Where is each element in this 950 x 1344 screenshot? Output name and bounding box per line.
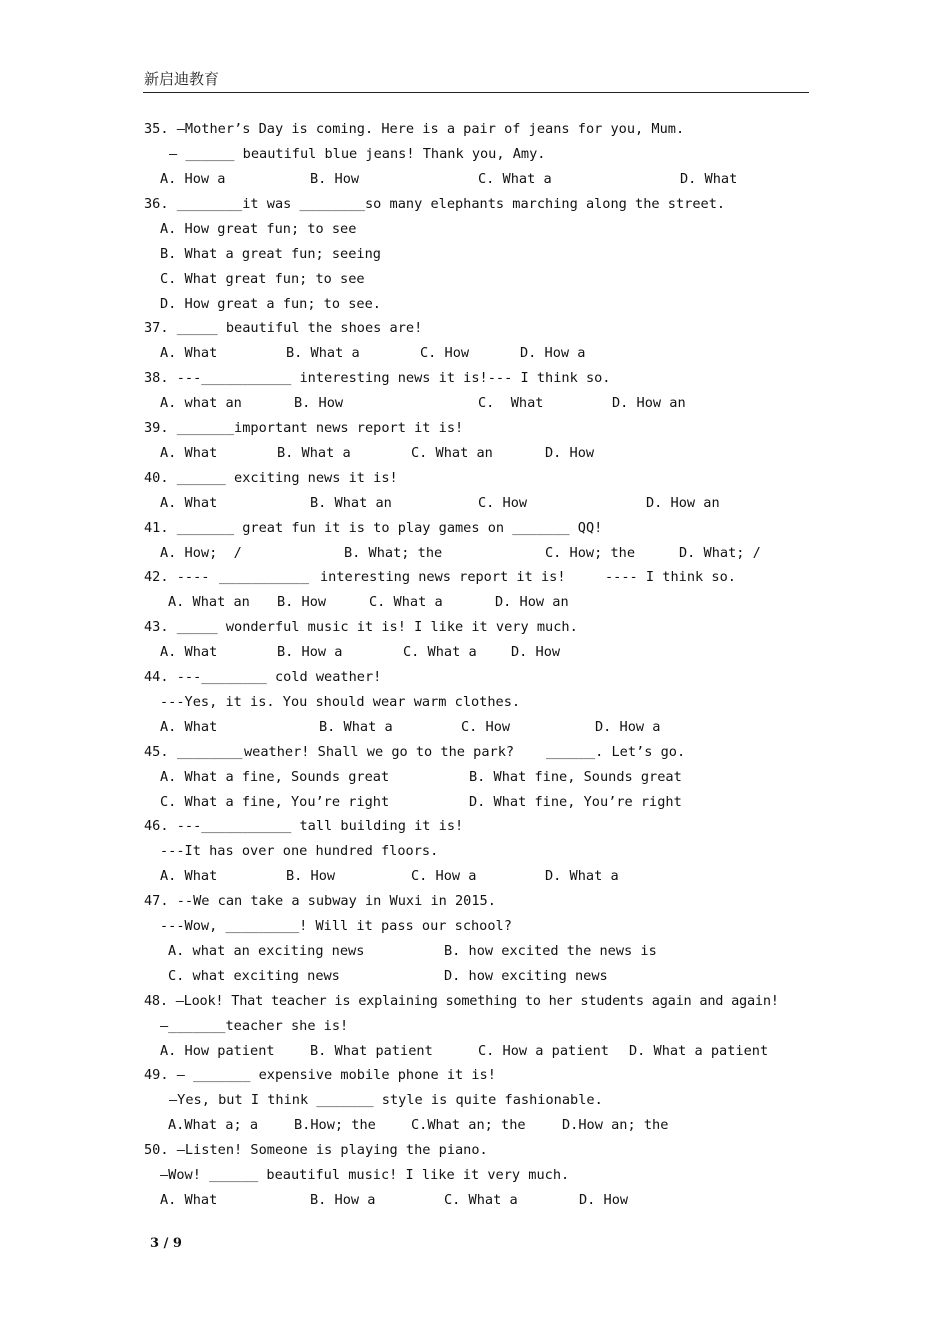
option: C.What an; the <box>411 1117 526 1133</box>
question-reply: ______. Let’s go. <box>546 744 686 760</box>
option: D.How an; the <box>562 1117 669 1133</box>
option: D. How a <box>520 345 586 361</box>
option: B. How <box>310 171 360 187</box>
option: B. How <box>286 868 336 884</box>
option: B. What an <box>310 495 392 511</box>
option: A. How great fun; to see <box>160 221 357 237</box>
option: C. How <box>420 345 470 361</box>
question-line: ---Wow, _________! Will it pass our school? <box>160 918 512 934</box>
option: B. What; the <box>344 545 443 561</box>
option: B. What a <box>319 719 393 735</box>
option: A.What a; a <box>168 1117 259 1133</box>
question-number: 42. ---- <box>144 569 210 585</box>
option: C. What a fine, You’re right <box>160 794 390 810</box>
option: C. What an <box>411 445 493 461</box>
option: A. How; / <box>160 545 242 561</box>
option: C. What a <box>403 644 477 660</box>
option: A. What <box>160 1192 218 1208</box>
option: D. What a patient <box>629 1043 769 1059</box>
option: A. How a <box>160 171 226 187</box>
option: D. How great a fun; to see. <box>160 296 381 312</box>
option: D. How an <box>495 594 569 610</box>
option: C. How; the <box>545 545 636 561</box>
option: B. how excited the news is <box>444 943 657 959</box>
option: B. How <box>294 395 344 411</box>
question-stem: 41. _______ great fun it is to play games on _______ QQ! <box>144 520 603 536</box>
option: A. What an <box>168 594 250 610</box>
question-stem: 38. ---___________ interesting news it is!--- I think so. <box>144 370 611 386</box>
question-stem: 35. —Mother’s Day is coming. Here is a pair of jeans for you, Mum. <box>144 121 685 137</box>
question-line: ---Yes, it is. You should wear warm clothes. <box>160 694 521 710</box>
option: C. What a <box>369 594 443 610</box>
option: A. How patient <box>160 1043 275 1059</box>
option: A. what an exciting news <box>168 943 365 959</box>
option: A. What <box>160 445 218 461</box>
option: B. How a <box>277 644 343 660</box>
answer-blank: ___________ <box>219 569 310 585</box>
option: B. What a <box>286 345 360 361</box>
option: D. What; / <box>679 545 761 561</box>
option: B. What a great fun; seeing <box>160 246 381 262</box>
option: D. How <box>579 1192 629 1208</box>
option: C. What <box>478 395 544 411</box>
option: D. How <box>545 445 595 461</box>
question-stem: 50. —Listen! Someone is playing the piano. <box>144 1142 488 1158</box>
question-reply: ---- I think so. <box>605 569 736 585</box>
question-line: —_______teacher she is! <box>160 1018 349 1034</box>
option: D. how exciting news <box>444 968 608 984</box>
question-line: —Yes, but I think _______ style is quite fashionable. <box>169 1092 603 1108</box>
question-stem: 49. — _______ expensive mobile phone it is! <box>144 1067 496 1083</box>
question-stem: weather! Shall we go to the park? <box>244 744 515 760</box>
option: A. What <box>160 868 218 884</box>
question-stem: 36. ________it was ________so many elephants marching along the street. <box>144 196 726 212</box>
option: C. What great fun; to see <box>160 271 365 287</box>
option: A. What a fine, Sounds great <box>160 769 390 785</box>
option: D. How an <box>612 395 686 411</box>
option: C. How a <box>411 868 477 884</box>
question-stem: 43. _____ wonderful music it is! I like it very much. <box>144 619 578 635</box>
option: B. What fine, Sounds great <box>469 769 682 785</box>
option: B. What a <box>277 445 351 461</box>
option: C. How a patient <box>478 1043 609 1059</box>
option: C. what exciting news <box>168 968 340 984</box>
option: D. What fine, You’re right <box>469 794 682 810</box>
question-stem: 48. —Look! That teacher is explaining something to her students again and again! <box>144 993 779 1009</box>
question-number: 45. <box>144 744 169 760</box>
question-stem: 47. --We can take a subway in Wuxi in 2015. <box>144 893 496 909</box>
question-stem: interesting news report it is! <box>320 569 566 585</box>
option: B. How <box>277 594 327 610</box>
question-line: ---It has over one hundred floors. <box>160 843 439 859</box>
question-stem: 39. _______important news report it is! <box>144 420 464 436</box>
option: C. How <box>478 495 528 511</box>
option: A. What <box>160 719 218 735</box>
option: B. How a <box>310 1192 376 1208</box>
question-line: — ______ beautiful blue jeans! Thank you, Amy. <box>169 146 546 162</box>
question-stem: 37. _____ beautiful the shoes are! <box>144 320 423 336</box>
option: C. How <box>461 719 511 735</box>
header-title: 新启迪教育 <box>144 70 220 88</box>
question-stem: 44. ---________ cold weather! <box>144 669 382 685</box>
option: D. What <box>680 171 738 187</box>
option: A. What <box>160 495 218 511</box>
page-number: 3 / 9 <box>150 1236 182 1251</box>
option: C. What a <box>478 171 552 187</box>
answer-blank: ________ <box>177 744 243 760</box>
option: D. How an <box>646 495 720 511</box>
option: A. What <box>160 345 218 361</box>
option: D. What a <box>545 868 619 884</box>
option: C. What a <box>444 1192 518 1208</box>
option: A. what an <box>160 395 242 411</box>
option: B. What patient <box>310 1043 433 1059</box>
option: D. How <box>511 644 561 660</box>
question-stem: 46. ---___________ tall building it is! <box>144 818 464 834</box>
question-stem: 40. ______ exciting news it is! <box>144 470 398 486</box>
option: D. How a <box>595 719 661 735</box>
option: A. What <box>160 644 218 660</box>
option: B.How; the <box>294 1117 376 1133</box>
question-line: —Wow! ______ beautiful music! I like it very much. <box>160 1167 570 1183</box>
